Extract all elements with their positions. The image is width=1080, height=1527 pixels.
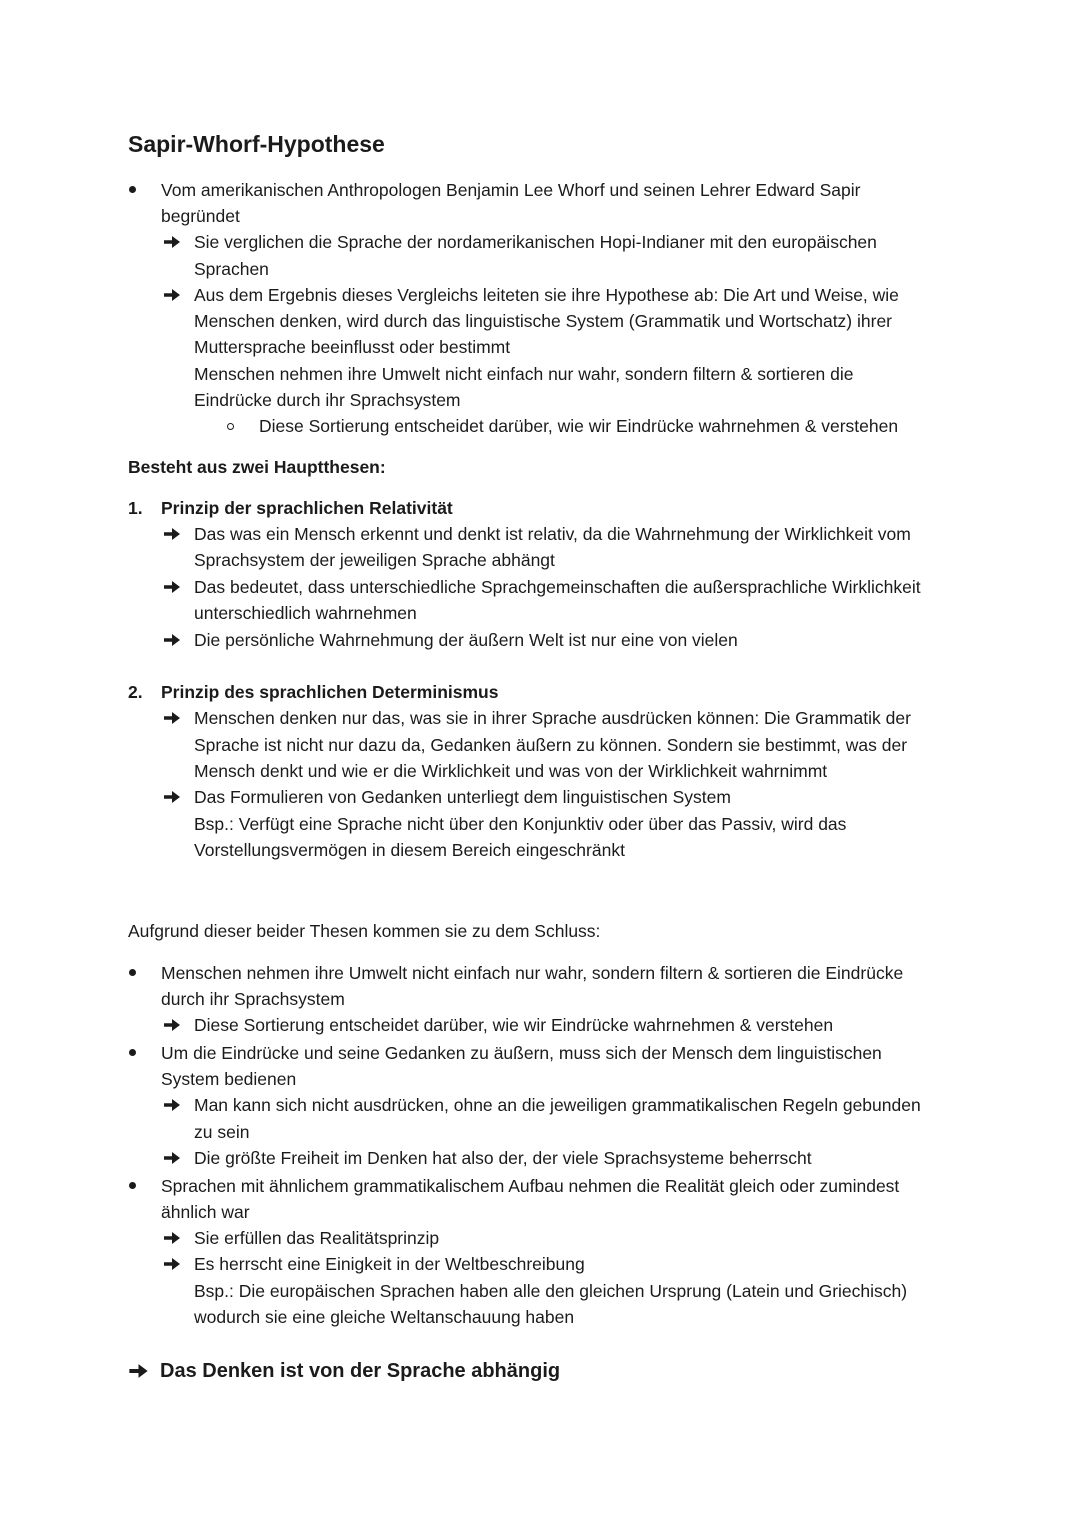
text-line: Menschen denken, wird durch das linguistische System (Grammatik und Wortschatz) ihrer: [194, 311, 893, 331]
arrow-right-icon: [163, 1231, 181, 1245]
arrow-right-icon: [163, 235, 181, 249]
text-line: Man kann sich nicht ausdrücken, ohne an die jeweiligen grammatikalischen Regeln gebunden: [194, 1095, 921, 1115]
text-line: Um die Eindrücke und seine Gedanken zu äußern, muss sich der Mensch dem linguistischen: [161, 1043, 882, 1063]
arrow-right-icon: [163, 1098, 181, 1112]
arrow-right-icon: [163, 711, 181, 725]
text-line: Das was ein Mensch erkennt und denkt ist relativ, da die Wahrnehmung der Wirklichkeit vom: [194, 524, 911, 544]
text-line: Sie erfüllen das Realitätsprinzip: [194, 1228, 440, 1248]
arrow-right-icon: [163, 1257, 181, 1271]
text-line: Menschen nehmen ihre Umwelt nicht einfach nur wahr, sondern filtern & sortieren die: [194, 364, 854, 384]
text-line: Das bedeutet, dass unterschiedliche Sprachgemeinschaften die außersprachliche Wirklichkeit: [194, 577, 921, 597]
thesis-title: Prinzip des sprachlichen Determinismus: [161, 682, 499, 702]
text-line: Mensch denkt und wie er die Wirklichkeit und was von der Wirklichkeit wahrnimmt: [194, 761, 828, 781]
arrow-right-icon: [163, 633, 181, 647]
bullet-icon: [129, 1182, 136, 1189]
text-line: Menschen denken nur das, was sie in ihrer Sprache ausdrücken können: Die Grammatik der: [194, 708, 911, 728]
arrow-right-icon: [163, 1151, 181, 1165]
text-line: Diese Sortierung entscheidet darüber, wie wir Eindrücke wahrnehmen & verstehen: [194, 1015, 834, 1035]
list-number: 1.: [128, 498, 143, 518]
text-line: Muttersprache beeinflusst oder bestimmt: [194, 337, 511, 357]
text-line: Die persönliche Wahrnehmung der äußern Welt ist nur eine von vielen: [194, 630, 738, 650]
bullet-icon: [129, 969, 136, 976]
text-line: Vom amerikanischen Anthropologen Benjamin Lee Whorf und seinen Lehrer Edward Sapir: [161, 180, 861, 200]
text-line: ähnlich war: [161, 1202, 250, 1222]
text-line: Sie verglichen die Sprache der nordamerikanischen Hopi-Indianer mit den europäischen: [194, 232, 877, 252]
text-line: durch ihr Sprachsystem: [161, 989, 345, 1009]
text-line: System bedienen: [161, 1069, 297, 1089]
text-line: Sprachen mit ähnlichem grammatikalischem Aufbau nehmen die Realität gleich oder zumindest: [161, 1176, 900, 1196]
arrow-right-icon: [163, 580, 181, 594]
text-line: Sprachen: [194, 259, 269, 279]
arrow-right-icon: [163, 527, 181, 541]
final-statement: Das Denken ist von der Sprache abhängig: [160, 1360, 561, 1382]
text-line: zu sein: [194, 1122, 250, 1142]
text-line: unterschiedlich wahrnehmen: [194, 603, 417, 623]
text-line: Menschen nehmen ihre Umwelt nicht einfach nur wahr, sondern filtern & sortieren die Eindrücke: [161, 963, 904, 983]
section-heading: Besteht aus zwei Hauptthesen:: [128, 457, 386, 477]
arrow-right-icon: [128, 1363, 149, 1379]
text-line: Aus dem Ergebnis dieses Vergleichs leiteten sie ihre Hypothese ab: Die Art und Weise, wie: [194, 285, 899, 305]
bullet-icon: [129, 186, 136, 193]
text-line: Sprachsystem der jeweiligen Sprache abhängt: [194, 550, 555, 570]
arrow-right-icon: [163, 790, 181, 804]
text-line: Bsp.: Verfügt eine Sprache nicht über den Konjunktiv oder über das Passiv, wird das: [194, 814, 847, 834]
text-line: Vorstellungsvermögen in diesem Bereich eingeschränkt: [194, 840, 625, 860]
text-line: wodurch sie eine gleiche Weltanschauung haben: [194, 1307, 575, 1327]
text-line: Sprache ist nicht nur dazu da, Gedanken äußern zu können. Sondern sie bestimmt, was der: [194, 735, 908, 755]
thesis-title: Prinzip der sprachlichen Relativität: [161, 498, 453, 518]
text-line: begründet: [161, 206, 240, 226]
conclusion-intro: Aufgrund dieser beider Thesen kommen sie zu dem Schluss:: [128, 921, 601, 941]
document-title: Sapir-Whorf-Hypothese: [128, 131, 385, 157]
text-line: Diese Sortierung entscheidet darüber, wie wir Eindrücke wahrnehmen & verstehen: [259, 416, 899, 436]
arrow-right-icon: [163, 1018, 181, 1032]
text-line: Die größte Freiheit im Denken hat also der, der viele Sprachsysteme beherrscht: [194, 1148, 812, 1168]
arrow-right-icon: [163, 288, 181, 302]
text-line: Bsp.: Die europäischen Sprachen haben alle den gleichen Ursprung (Latein und Griechisch): [194, 1281, 908, 1301]
bullet-icon: [129, 1049, 136, 1056]
text-line: Das Formulieren von Gedanken unterliegt dem linguistischen System: [194, 787, 731, 807]
text-line: Es herrscht eine Einigkeit in der Weltbeschreibung: [194, 1254, 585, 1274]
circle-bullet-icon: [227, 423, 234, 430]
list-number: 2.: [128, 682, 143, 702]
text-line: Eindrücke durch ihr Sprachsystem: [194, 390, 461, 410]
